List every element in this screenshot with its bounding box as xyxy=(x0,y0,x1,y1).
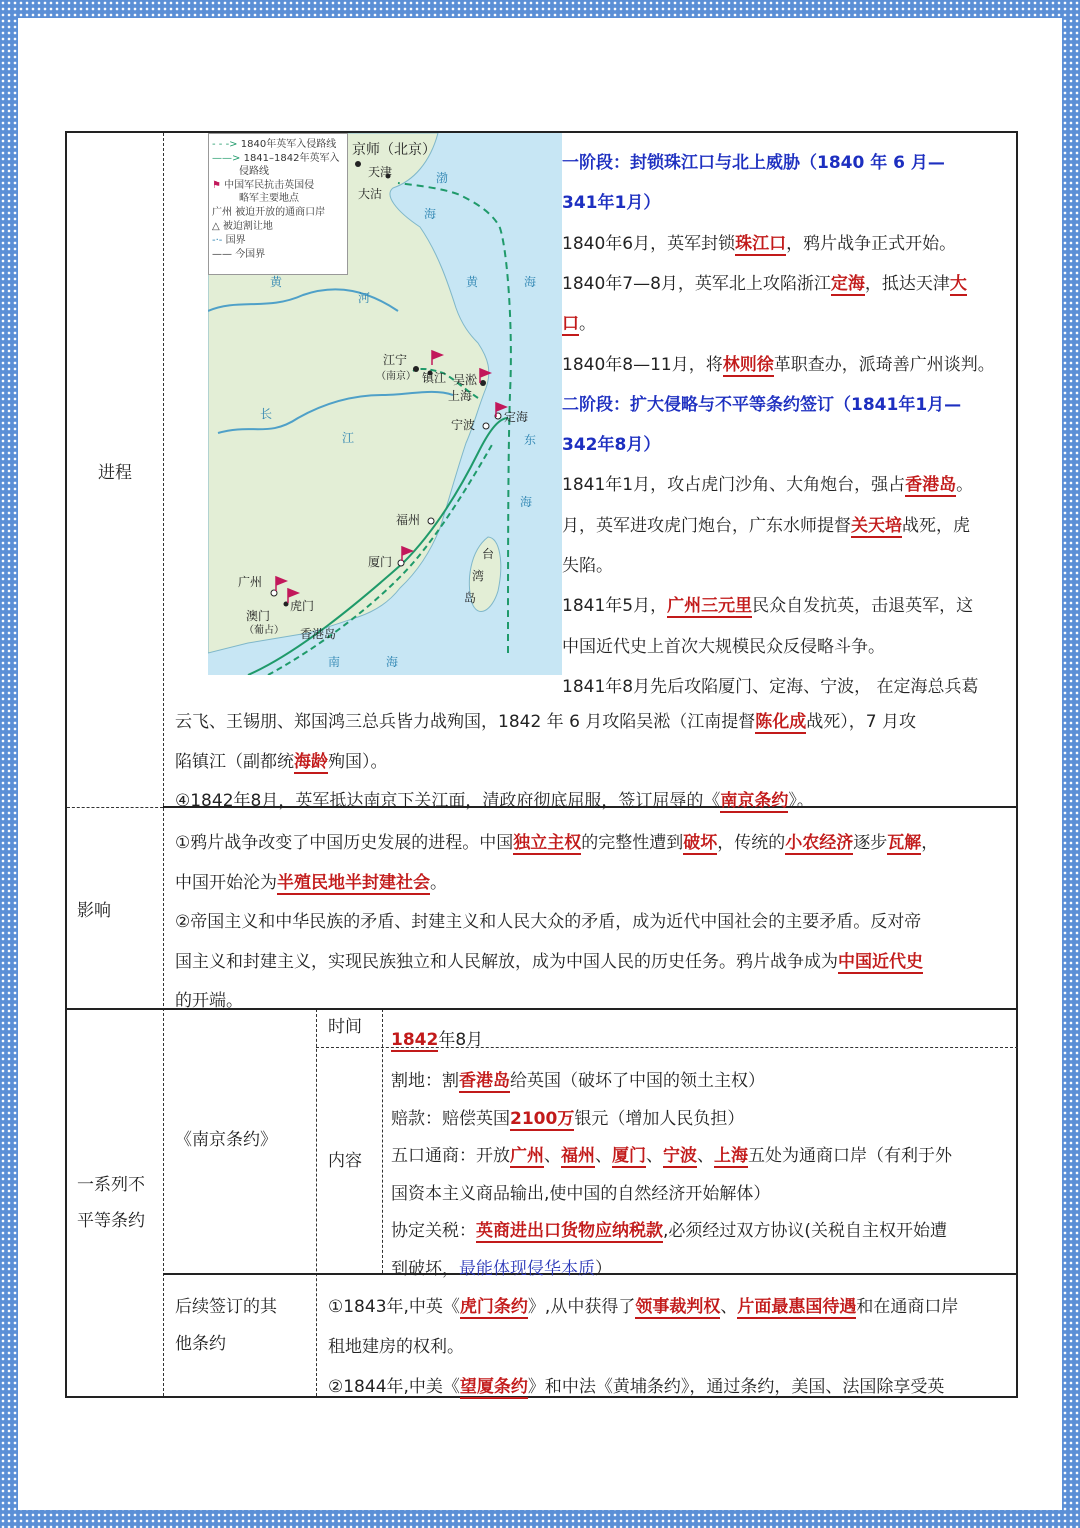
text-run: 》和中法《黄埔条约》，通过条约，美国、法国除享受英 xyxy=(527,1377,945,1397)
text-run: 中国开始沦为 xyxy=(175,872,277,893)
text-line xyxy=(562,312,596,336)
text-run: 国主义和封建主义，实现民族独立和人民解放，成为中国人民的历史任务。鸦片战争成为 xyxy=(175,951,838,972)
map-label-tianjin: 天津 xyxy=(368,165,393,179)
text-line xyxy=(328,1295,958,1319)
time-label: 时间 xyxy=(328,1017,362,1037)
river-label: 长 xyxy=(260,407,273,421)
text-run: 1841年8月先后攻陷厦门、定海、宁波， 在定海总兵葛 xyxy=(562,676,979,697)
key-term: 2100万 xyxy=(510,1108,575,1129)
stage-heading: 一阶段：封锁珠江口与北上威胁（1840 年 6 月— xyxy=(562,153,945,173)
key-term: 中国近代史 xyxy=(838,951,923,972)
text-line xyxy=(562,635,885,659)
map-label-macao: 澳门 xyxy=(246,609,271,623)
text-line xyxy=(175,989,243,1013)
key-term: 1842 xyxy=(391,1030,439,1050)
text-run: 的开端。 xyxy=(175,991,243,1011)
sea-label: 南 xyxy=(328,655,341,669)
map-label-beijing: 京师（北京） xyxy=(352,142,436,158)
text-run: ,必须经过双方协议(关税自主权开始遭 xyxy=(663,1221,948,1241)
text-line xyxy=(562,393,961,417)
text-line xyxy=(562,594,973,618)
map-label-macao-note: （葡占） xyxy=(244,625,284,636)
text-run: 民众自发抗英，击退英军，这 xyxy=(752,596,974,617)
row-label-progress xyxy=(67,133,163,807)
key-term: 领事裁判权 xyxy=(635,1297,721,1317)
key-term: 定海 xyxy=(830,273,865,294)
text-line xyxy=(175,789,814,813)
key-term: 福州 xyxy=(561,1146,595,1166)
text-run: 中国近代史上首次大规模民众反侵略斗争。 xyxy=(562,636,885,657)
text-run: 、 xyxy=(720,1297,738,1317)
text-run: 国资本主义商品输出,使中国的自然经济开始解体） xyxy=(391,1183,771,1204)
text-run: 1840年6月，英军封锁 xyxy=(562,233,736,254)
text-run: 革职查办，派琦善广州谈判。 xyxy=(773,354,995,375)
text-run: 云飞、王锡朋、郑国鸿三总兵皆力战殉国，1842 年 6 月攻陷吴淞（江南提督 xyxy=(175,712,756,732)
text-run: ，传统的 xyxy=(717,833,786,853)
content-label: 内容 xyxy=(328,1151,362,1171)
text-run: 殉国）。 xyxy=(328,751,388,772)
sea-label: 海 xyxy=(386,655,399,669)
text-run: 五口通商：开放 xyxy=(391,1146,510,1166)
text-line xyxy=(562,232,956,256)
sea-label: 东 xyxy=(524,433,537,447)
text-line xyxy=(562,353,995,377)
text-run: 最能体现侵华本质 xyxy=(459,1258,595,1279)
row-label-text: 一系列不 xyxy=(77,1175,145,1195)
key-term: 海龄 xyxy=(294,751,328,772)
island-label: 湾 xyxy=(472,569,485,583)
row-label-impact xyxy=(77,807,163,1009)
text-run: 租地建房的权利。 xyxy=(328,1337,464,1357)
text-run: ，鸦片战争正式开始。 xyxy=(786,233,957,254)
map-label-wusong: 吴淞 xyxy=(453,373,478,387)
stage-heading: 341年1月） xyxy=(562,193,661,214)
text-line xyxy=(562,433,660,457)
key-term: 破坏 xyxy=(683,833,718,853)
text-run: ①1843年,中英《 xyxy=(328,1297,460,1317)
text-run: 割地：割 xyxy=(391,1071,459,1091)
text-run: 陷镇江（副都统 xyxy=(175,751,294,772)
text-line xyxy=(562,272,967,296)
row-label-text: 影响 xyxy=(77,900,111,921)
later-label-text: 他条约 xyxy=(175,1334,226,1354)
key-term: 关天培 xyxy=(851,515,902,536)
key-term: 广州 xyxy=(510,1146,544,1166)
key-term: 香港岛 xyxy=(905,475,957,496)
text-run: ） xyxy=(595,1258,612,1279)
text-line xyxy=(175,831,938,855)
text-run: 月，英军进攻虎门炮台，广东水师提督 xyxy=(562,515,851,536)
key-term: 英商进出口货物应纳税款 xyxy=(476,1221,663,1241)
key-term: 陈化成 xyxy=(755,712,807,732)
text-run: 协定关税： xyxy=(391,1221,476,1241)
key-term: 上海 xyxy=(714,1146,748,1166)
text-line xyxy=(562,514,970,538)
text-line xyxy=(175,710,916,734)
text-run: 、 xyxy=(595,1146,612,1166)
river-label: 江 xyxy=(342,431,355,445)
island-label: 台 xyxy=(482,547,495,561)
text-run: 、 xyxy=(697,1146,714,1166)
col-divider-3 xyxy=(382,1009,383,1273)
sea-label: 海 xyxy=(524,275,537,289)
key-term: 望厦条约 xyxy=(459,1377,528,1397)
text-line xyxy=(562,473,973,497)
key-term: 珠江口 xyxy=(735,233,787,254)
text-line xyxy=(391,1144,952,1168)
key-term: 半殖民地半封建社会 xyxy=(277,872,430,893)
text-line xyxy=(391,1028,483,1052)
text-line xyxy=(175,871,447,895)
text-run: 战死，虎 xyxy=(902,515,970,536)
text-line xyxy=(175,950,923,974)
river-label: 河 xyxy=(358,291,371,305)
sea-label: 海 xyxy=(424,207,437,221)
text-run: 、 xyxy=(646,1146,663,1166)
text-line xyxy=(562,191,660,215)
map-label-xiamen: 厦门 xyxy=(368,555,393,569)
key-term: 厦门 xyxy=(612,1146,646,1166)
map-label-jiangning: 江宁 xyxy=(383,353,408,367)
text-line xyxy=(391,1219,947,1243)
stage-heading: 二阶段：扩大侵略与不平等条约签订（1841年1月— xyxy=(562,394,962,415)
text-run: 到破坏， xyxy=(391,1258,459,1279)
text-run: ，抵达天津 xyxy=(864,273,950,294)
text-run: 1841年5月， xyxy=(562,596,668,617)
map-label-nanjing: （南京） xyxy=(376,371,416,382)
map-label-dagu: 大沽 xyxy=(358,187,383,201)
col-divider-2 xyxy=(316,1009,317,1396)
text-run: 银元（增加人民负担） xyxy=(574,1108,745,1129)
key-term: 片面最惠国待遇 xyxy=(737,1297,857,1317)
text-run: 1840年8—11月，将 xyxy=(562,354,723,375)
text-line xyxy=(562,675,978,699)
text-line xyxy=(175,910,921,934)
text-run: 战死），7 月攻 xyxy=(806,712,917,732)
key-term: 小农经济 xyxy=(785,833,854,853)
text-run: 失陷。 xyxy=(562,556,613,576)
island-label: 岛 xyxy=(464,591,477,605)
text-line xyxy=(328,1375,944,1399)
text-run: 、 xyxy=(544,1146,561,1166)
sea-label: 渤 xyxy=(436,171,449,185)
key-term: 广州三元里 xyxy=(667,596,753,617)
sea-label: 黄 xyxy=(466,275,479,289)
key-term: 大 xyxy=(949,273,967,294)
page xyxy=(18,18,1062,1510)
text-run: 逐步 xyxy=(853,833,888,853)
text-run: 》。 xyxy=(788,791,814,811)
map-label-shanghai: 上海 xyxy=(448,389,473,403)
text-line xyxy=(391,1182,770,1206)
text-run: 年8月 xyxy=(438,1030,484,1050)
text-line xyxy=(175,750,388,774)
text-line xyxy=(391,1069,765,1093)
map-label-fuzhou: 福州 xyxy=(396,513,421,527)
map-label-ningbo: 宁波 xyxy=(451,418,476,432)
map-legend: - - -> 1840年英军入侵路线 ——> 1841–1842年英军入 侵路线 ⚑ 中国军民抗击英国侵 略军主要地点 广州 被迫开放的通商口岸 △ 被迫割让地 -·- 国界 —— 今国界 xyxy=(208,133,348,275)
text-line xyxy=(391,1257,612,1281)
key-term: 南京条约 xyxy=(720,791,789,811)
key-term: 香港岛 xyxy=(459,1071,510,1091)
map-label-hongkong: 香港岛 xyxy=(300,627,337,641)
later-label-text: 后续签订的其 xyxy=(175,1297,277,1317)
col-divider-1 xyxy=(163,133,164,1396)
key-term: 独立主权 xyxy=(513,833,582,853)
map-label-guangzhou: 广州 xyxy=(238,575,263,589)
text-run: 给英国（破坏了中国的领土主权） xyxy=(510,1071,765,1091)
text-run: 赔款：赔偿英国 xyxy=(391,1108,510,1129)
history-table xyxy=(65,131,1018,1398)
stage-heading: 342年8月） xyxy=(562,435,661,456)
text-line xyxy=(562,151,945,175)
text-run: 。 xyxy=(430,872,447,893)
text-run: ①鸦片战争改变了中国历史发展的进程。中国 xyxy=(175,833,514,853)
key-term: 口 xyxy=(562,314,579,335)
treaty-nanjing-label: 《南京条约》 xyxy=(175,1130,277,1150)
text-run: 的完整性遭到 xyxy=(581,833,684,853)
key-term: 林则徐 xyxy=(722,354,774,375)
text-run: 》,从中获得了 xyxy=(527,1297,636,1317)
map-label-humen: 虎门 xyxy=(290,599,315,613)
text-run: 和在通商口岸 xyxy=(856,1297,959,1317)
text-run: 五处为通商口岸（有利于外 xyxy=(748,1146,952,1166)
text-run: 。 xyxy=(579,314,596,335)
text-run: ②1844年,中美《 xyxy=(328,1377,460,1397)
key-term: 虎门条约 xyxy=(459,1297,528,1317)
row-label-text: 进程 xyxy=(98,462,132,483)
key-term: 宁波 xyxy=(663,1146,697,1166)
text-run: 1840年7—8月，英军北上攻陷浙江 xyxy=(562,273,831,294)
text-run: 。 xyxy=(956,475,974,496)
text-run: 1841年1月，攻占虎门沙角、大角炮台，强占 xyxy=(562,475,906,496)
opium-war-map xyxy=(208,133,562,675)
text-run: ②帝国主义和中华民族的矛盾、封建主义和人民大众的矛盾，成为近代中国社会的主要矛盾。反对帝 xyxy=(175,912,922,932)
text-line xyxy=(391,1107,744,1131)
sea-label: 海 xyxy=(520,495,533,509)
map-label-zhenjiang: 镇江 xyxy=(422,371,447,385)
text-run: ④1842年8月，英军抵达南京下关江面，清政府彻底屈服，签订屈辱的《 xyxy=(175,791,721,811)
text-line xyxy=(328,1335,464,1359)
row-label-text: 平等条约 xyxy=(77,1211,145,1231)
map-label-dinghai: 定海 xyxy=(504,410,529,424)
text-line xyxy=(562,554,613,578)
key-term: 瓦解 xyxy=(887,833,922,853)
text-run: ， xyxy=(921,833,939,853)
river-label: 黄 xyxy=(270,275,283,289)
